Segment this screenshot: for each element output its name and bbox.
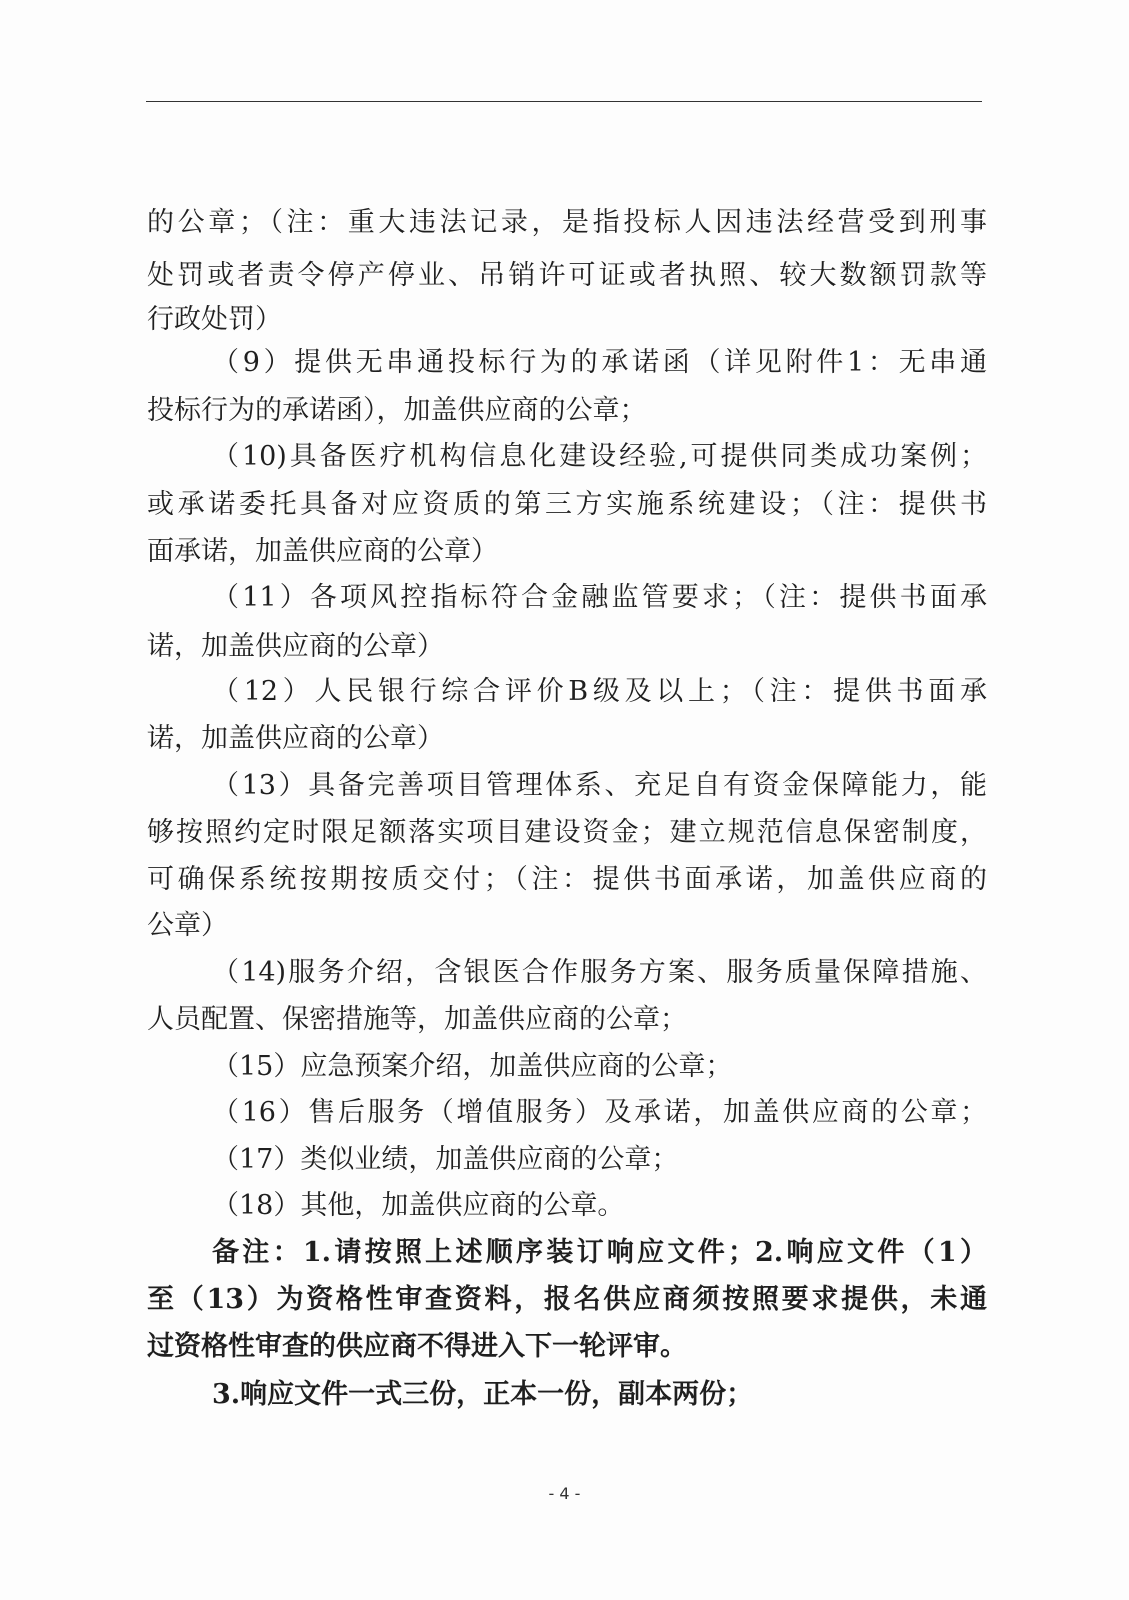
text-line: （13）具备完善项目管理体系、充足自有资金保障能力，能: [212, 770, 987, 801]
text-line: （16）售后服务（增值服务）及承诺，加盖供应商的公章；: [212, 1097, 987, 1128]
text-line: 面承诺，加盖供应商的公章）: [147, 536, 498, 567]
header-rule: [146, 101, 982, 102]
note-line: 过资格性审查的供应商不得进入下一轮评审。: [147, 1331, 687, 1362]
text-line: （18）其他，加盖供应商的公章。: [212, 1190, 625, 1221]
text-line: （15）应急预案介绍，加盖供应商的公章；: [212, 1051, 733, 1082]
text-line: 人员配置、保密措施等，加盖供应商的公章；: [147, 1004, 687, 1035]
text-line: 处罚或者责令停产停业、吊销许可证或者执照、较大数额罚款等: [147, 260, 987, 291]
text-line: （12）人民银行综合评价B级及以上；（注：提供书面承: [212, 676, 987, 707]
text-line: （11）各项风控指标符合金融监管要求；（注：提供书面承: [212, 582, 987, 613]
note-line: 至（13）为资格性审查资料，报名供应商须按照要求提供，未通: [147, 1284, 987, 1315]
page-number: - 4 -: [548, 1484, 581, 1503]
text-line: 或承诺委托具备对应资质的第三方实施系统建设；（注：提供书: [147, 489, 987, 520]
text-line: （17）类似业绩，加盖供应商的公章；: [212, 1144, 679, 1175]
text-line: 投标行为的承诺函），加盖供应商的公章；: [147, 395, 647, 426]
text-line: 诺，加盖供应商的公章）: [147, 631, 444, 662]
text-line: 够按照约定时限足额落实项目建设资金；建立规范信息保密制度，: [147, 817, 987, 848]
text-line: 诺，加盖供应商的公章）: [147, 723, 444, 754]
note-line: 3.响应文件一式三份，正本一份，副本两份；: [212, 1379, 754, 1410]
text-line: 的公章；（注：重大违法记录，是指投标人因违法经营受到刑事: [147, 207, 987, 238]
text-line: （9）提供无串通投标行为的承诺函（详见附件1：无串通: [212, 347, 987, 378]
text-line: 公章）: [147, 910, 228, 941]
text-line: （14)服务介绍，含银医合作服务方案、服务质量保障措施、: [212, 957, 987, 988]
text-line: （10)具备医疗机构信息化建设经验,可提供同类成功案例；: [212, 441, 987, 472]
text-line: 行政处罚）: [147, 304, 282, 335]
note-line: 备注：1.请按照上述顺序装订响应文件；2.响应文件（1）: [212, 1237, 987, 1268]
text-line: 可确保系统按期按质交付；（注：提供书面承诺，加盖供应商的: [147, 864, 987, 895]
